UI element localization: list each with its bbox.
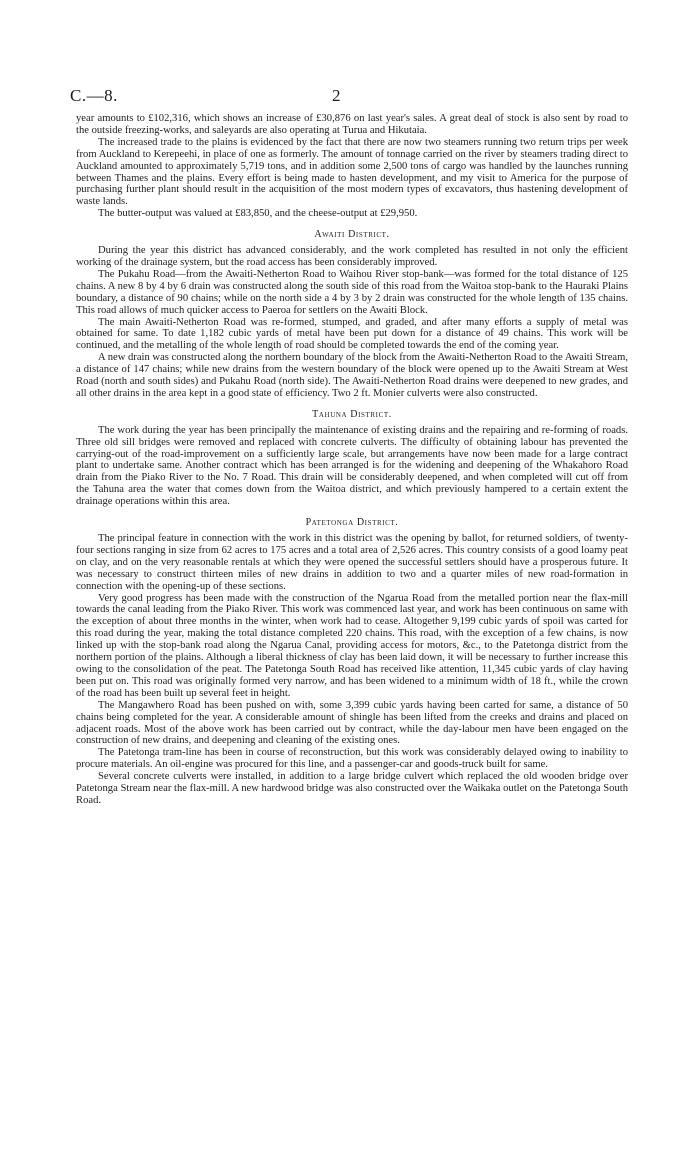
paragraph: The work during the year has been principally the maintenance of existing drains and the repairing and re-forming of roads. Three old sill bridges were removed and replaced with concrete culverts. The difficulty of obtaining labour has prevented the carrying-out of the road-improvement on a sufficiently large scale, but arrangements have now been made for a large contract plant to undertake same. Another contract which has been arranged is for the widening and deepening of the Whakahoro Road drain from the Piako River to the No. 7 Road. This drain will be considerably deepened, and when completed will cut off from the Tahuna area the water that comes down from the Waitoa district, and which previously hampered to a certain extent the drainage operations within this area. bbox=[76, 424, 628, 508]
paragraph: Several concrete culverts were installed, in addition to a large bridge culvert which replaced the old wooden bridge over Patetonga Stream near the flax-mill. A new hardwood bridge was also constructed over the Waikaka outlet on the Patetonga South Road. bbox=[76, 771, 628, 806]
paragraph: The increased trade to the plains is evidenced by the fact that there are now two steamers running two return trips per week from Auckland to Kerepeehi, in place of one as formerly. The amount of tonnage carried on the river by steamers trading direct to Auckland amounted to approximately 5,719 tons, and in addition some 2,500 tons of cargo was handled by the launches running between Thames and the plains. Every effort is being made to hasten development, and my visit to America for the purpose of purchasing further plant should result in the acquisition of the most modern types of excavators, thus hastening development of waste lands. bbox=[76, 136, 628, 208]
document-id: C.—8. bbox=[70, 86, 118, 105]
paragraph: The main Awaiti-Netherton Road was re-formed, stumped, and graded, and after many efforts a supply of metal was obtained for same. To date 1,182 cubic yards of metal have been put down for a distance of 49 chains. This work will be continued, and the metalling of the whole length of road should be completed towards the end of the coming year. bbox=[76, 316, 628, 352]
paragraph: The Mangawhero Road has been pushed on with, some 3,399 cubic yards having been carted for same, a distance of 50 chains being completed for the year. A considerable amount of shingle has been lifted from the creeks and drains and placed on adjacent roads. Most of the above work has been carried out by contract, while the day-labour men have been engaged on the construction of new drains, and deepening and cleaning of the existing ones. bbox=[76, 699, 628, 747]
page-number: 2 bbox=[332, 86, 341, 105]
section-heading-awaiti: Awaiti District. bbox=[314, 229, 390, 241]
paragraph: The butter-output was valued at £83,850, and the cheese-output at £29,950. bbox=[98, 208, 418, 220]
paragraph: The principal feature in connection with the work in this district was the opening by ballot, for returned soldiers, of twenty-four sections ranging in size from 62 acres to 175 acres and a total area of 2,526 acres. This country consists of a good loamy peat on clay, and on the very reasonable rentals at which they were opened the successful settlers should have a prosperous future. It was necessary to construct thirteen miles of new drains in addition to two and a quarter miles of new road-formation in connection with the opening-up of these sections. bbox=[76, 533, 628, 592]
paragraph: year amounts to £102,316, which shows an increase of £30,876 on last year's sales. A great deal of stock is also sent by road to the outside freezing-works, and saleyards are also operating at Turua and Hikutaia. bbox=[76, 113, 628, 136]
paragraph: A new drain was constructed along the northern boundary of the block from the Awaiti-Netherton Road to the Awaiti Stream, a distance of 147 chains; while new drains from the western boundary of the block were opened up to the Awaiti Stream at West Road (north and south sides) and Pukahu Road (north side). The Awaiti-Netherton Road drains were deepened to new grades, and all other drains in the area kept in a good state of efficiency. Two 2 ft. Monier culverts were also constructed. bbox=[76, 352, 628, 399]
paragraph: Very good progress has been made with the construction of the Ngarua Road from the metalled portion near the flax-mill towards the canal leading from the Piako River. This work was commenced last year, and work has been continuous on same with the exception of about three months in the winter, when work had to cease. Altogether 9,199 cubic yards of spoil was carted for this road during the year, making the total distance completed 220 chains. This road, with the exception of a few chains, is now linked up with the stop-bank road along the Ngarua Canal, providing access for motors, &c., to the Patetonga district from the northern portion of the plains. Although a liberal thickness of clay has been laid down, it will be necessary to further increase this owing to the consolidation of the peat. The Patetonga South Road has received like attention, 11,345 cubic yards of clay having been put on. This road was originally formed very narrow, and has been widened to a minimum width of 18 ft., while the crown of the road has been built up several feet in height. bbox=[76, 592, 628, 699]
paragraph: The Pukahu Road—from the Awaiti-Netherton Road to Waihou River stop-bank—was formed for the total distance of 125 chains. A new 8 by 4 by 6 drain was constructed along the south side of this road from the Waitoa stop-bank to the Hauraki Plains boundary, a distance of 90 chains; while on the north side a 4 by 3 by 2 drain was constructed for the whole length of 135 chains. This road allows of much quicker access to Paeroa for settlers on the Awaiti Block. bbox=[76, 268, 628, 316]
page-header bbox=[70, 86, 630, 108]
page-body bbox=[76, 113, 628, 807]
section-heading-patetonga: Patetonga District. bbox=[305, 517, 399, 529]
paragraph: The Patetonga tram-line has been in course of reconstruction, but this work was considerably delayed owing to inability to procure materials. An oil-engine was procured for this line, and a passenger-car and goods-truck built for same. bbox=[76, 747, 628, 771]
paragraph: During the year this district has advanced considerably, and the work completed has resulted in not only the efficient working of the drainage system, but the road access has been considerably improved. bbox=[76, 245, 628, 268]
section-heading-tahuna: Tahuna District. bbox=[312, 408, 392, 420]
